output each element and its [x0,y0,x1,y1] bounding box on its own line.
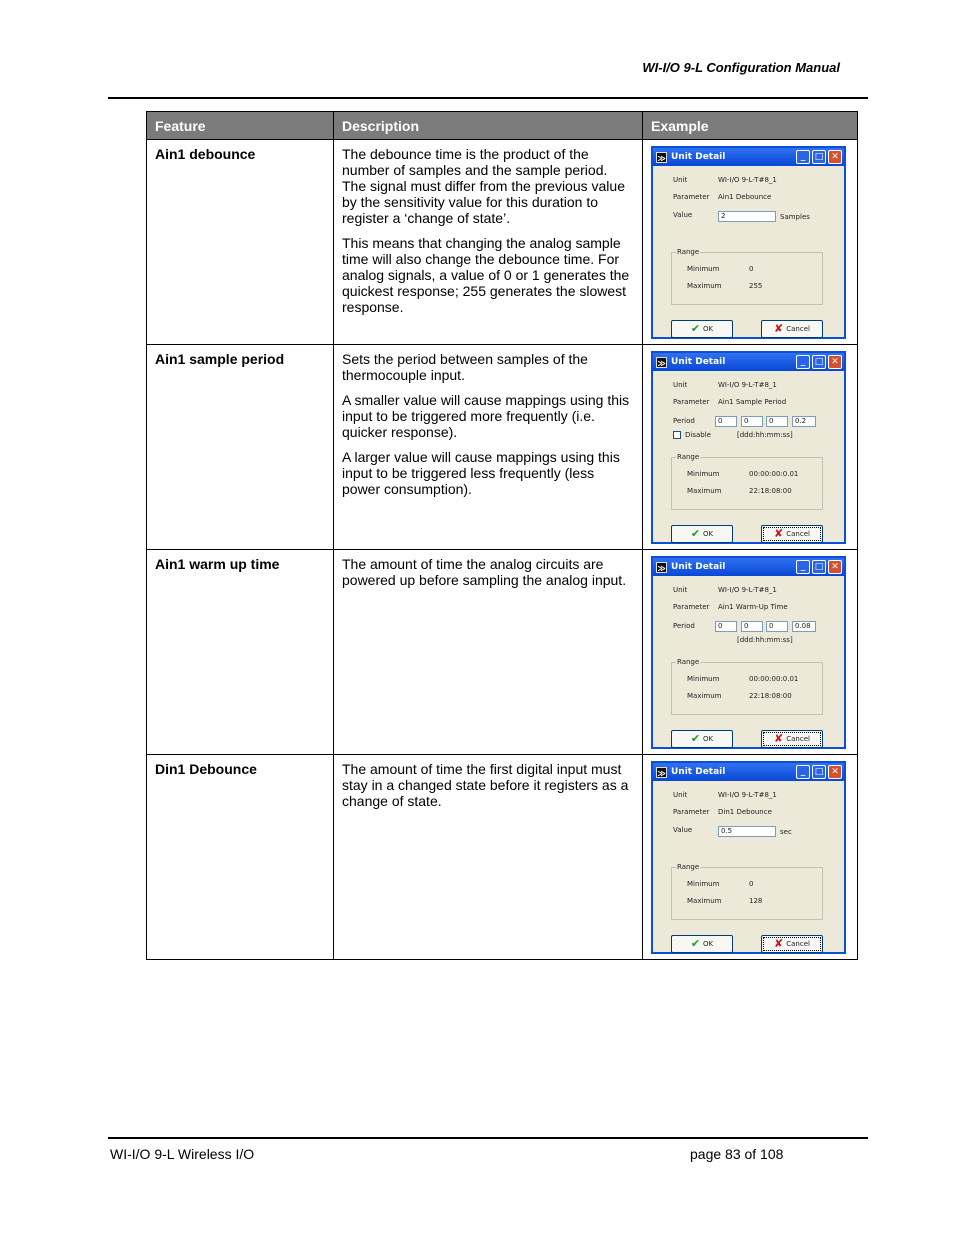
ok-label: OK [703,735,714,743]
x-icon: ✘ [774,322,784,335]
period-hours-input[interactable]: 0 [741,621,763,632]
maximum-label: Maximum [687,487,722,495]
period-days-input[interactable]: 0 [715,621,737,632]
unit-value: WI-I/O 9-L-T#8_1 [718,791,777,799]
table-header-row [147,112,858,140]
dialog-body [653,166,844,337]
feature-cell: Ain1 warm up time [147,550,334,755]
table-row [147,550,858,755]
cancel-label: Cancel [786,735,810,743]
footer-product: WI-I/O 9-L Wireless I/O [110,1146,255,1162]
unit-label: Unit [673,381,688,389]
table-row [147,345,858,550]
period-seconds-input[interactable]: 0.08 [792,621,816,632]
range-label: Range [677,453,700,461]
check-icon: ✔ [690,527,701,540]
feature-cell: Ain1 sample period [147,345,334,550]
ok-label: OK [703,325,714,333]
value-unit: Samples [780,213,810,221]
ok-button[interactable] [671,525,733,543]
unit-detail-dialog [651,146,846,339]
dialog-title: Unit Detail [671,357,726,367]
range-group [671,248,823,305]
unit-value: WI-I/O 9-L-T#8_1 [718,381,777,389]
value-label: Value [673,826,693,834]
close-icon[interactable]: ✕ [828,765,842,779]
minimum-label: Minimum [687,880,720,888]
parameter-label: Parameter [673,603,710,611]
cancel-button[interactable] [761,525,823,543]
app-icon: ≫ [657,153,666,163]
minimum-label: Minimum [687,470,720,478]
description-paragraph: Sets the period between samples of the thermocouple input. [342,351,588,383]
app-icon: ≫ [657,768,666,778]
dialog-title: Unit Detail [671,562,726,572]
description-paragraph: A larger value will cause mappings using this input to be triggered less frequently (less power consumption). [342,449,620,497]
feature-table [146,111,858,960]
description-paragraph: The amount of time the first digital input must stay in a changed state before it registers as a change of state. [342,761,629,809]
description-paragraph: The debounce time is the product of the number of samples and the sample period. The signal must differ from the previous value by the sensitivity value for this duration to register a ‘change of state’. [342,146,625,226]
dialog-titlebar [653,148,844,166]
disable-label: Disable [685,431,711,439]
check-icon: ✔ [690,732,701,745]
maximize-icon[interactable]: □ [812,765,826,779]
dialog-body [653,576,844,747]
x-icon: ✘ [774,937,784,950]
description-cell [334,345,643,550]
value-label: Value [673,211,693,219]
header-rule [108,97,868,99]
minimum-value: 0 [749,265,754,273]
minimum-value: 0 [749,880,754,888]
parameter-value: Ain1 Sample Period [718,398,787,406]
cancel-label: Cancel [786,940,810,948]
example-cell [643,345,858,550]
period-label: Period [673,417,695,425]
dialog-title: Unit Detail [671,767,726,777]
maximum-value: 22:18:08:00 [749,487,792,495]
parameter-label: Parameter [673,193,710,201]
minimum-value: 00:00:00:0.01 [749,675,799,683]
ok-button[interactable] [671,935,733,953]
period-minutes-input[interactable]: 0 [766,416,788,427]
check-icon: ✔ [690,322,701,335]
description-cell [334,140,643,345]
maximum-label: Maximum [687,897,722,905]
maximize-icon[interactable]: □ [812,355,826,369]
cancel-button[interactable] [761,935,823,953]
maximum-value: 128 [749,897,763,905]
period-format: [ddd:hh:mm:ss] [737,636,793,644]
maximum-value: 22:18:08:00 [749,692,792,700]
cancel-label: Cancel [786,530,810,538]
ok-label: OK [703,940,714,948]
ok-label: OK [703,530,714,538]
maximize-icon[interactable]: □ [812,560,826,574]
period-minutes-input[interactable]: 0 [766,621,788,632]
check-icon: ✔ [690,937,701,950]
disable-checkbox[interactable] [673,431,681,439]
range-group [671,658,823,715]
value-input[interactable]: 2 [718,211,776,222]
parameter-label: Parameter [673,808,710,816]
range-group [671,453,823,510]
period-format: [ddd:hh:mm:ss] [737,431,793,439]
feature-cell: Din1 Debounce [147,755,334,960]
minimize-icon[interactable]: _ [796,560,810,574]
maximum-label: Maximum [687,692,722,700]
minimum-label: Minimum [687,265,720,273]
unit-label: Unit [673,176,688,184]
ok-button[interactable] [671,320,733,338]
minimum-label: Minimum [687,675,720,683]
dialog-body [653,371,844,542]
value-input[interactable]: 0.5 [718,826,776,837]
unit-label: Unit [673,586,688,594]
unit-detail-dialog [651,351,846,544]
column-header-example: Example [643,112,858,140]
cancel-label: Cancel [786,325,810,333]
range-group [671,863,823,920]
maximum-value: 255 [749,282,763,290]
ok-button[interactable] [671,730,733,748]
dialog-title: Unit Detail [671,152,726,162]
unit-detail-dialog [651,556,846,749]
dialog-body [653,781,844,952]
page-number: page 83 of 108 [690,1146,784,1162]
minimize-icon[interactable]: _ [796,355,810,369]
cancel-button[interactable] [761,730,823,748]
period-seconds-input[interactable]: 0.2 [792,416,816,427]
x-icon: ✘ [774,732,784,745]
dialog-titlebar [653,353,844,371]
minimize-icon[interactable]: _ [796,150,810,164]
range-label: Range [677,248,700,256]
range-label: Range [677,863,700,871]
period-hours-input[interactable]: 0 [741,416,763,427]
column-header-feature: Feature [147,112,334,140]
dialog-titlebar [653,763,844,781]
parameter-label: Parameter [673,398,710,406]
range-label: Range [677,658,700,666]
maximum-label: Maximum [687,282,722,290]
example-cell [643,755,858,960]
x-icon: ✘ [774,527,784,540]
value-unit: sec [780,828,792,836]
example-cell [643,140,858,345]
table-row [147,140,858,345]
description-cell [334,550,643,755]
minimize-icon[interactable]: _ [796,765,810,779]
period-label: Period [673,622,695,630]
description-paragraph: This means that changing the analog sample time will also change the debounce time. For analog signals, a value of 0 or 1 generates the quickest response; 255 generates the slowest response. [342,235,630,315]
unit-value: WI-I/O 9-L-T#8_1 [718,586,777,594]
feature-cell: Ain1 debounce [147,140,334,345]
parameter-value: Ain1 Warm-Up Time [718,603,788,611]
unit-value: WI-I/O 9-L-T#8_1 [718,176,777,184]
unit-label: Unit [673,791,688,799]
description-paragraph: The amount of time the analog circuits are powered up before sampling the analog input. [342,556,627,588]
unit-detail-dialog [651,761,846,954]
description-paragraph: A smaller value will cause mappings using this input to be triggered more frequently (i.e. quicker response). [342,392,630,440]
column-header-description: Description [334,112,643,140]
description-cell [334,755,643,960]
footer-rule [108,1137,868,1139]
parameter-value: Din1 Debounce [718,808,772,816]
maximize-icon[interactable]: □ [812,150,826,164]
close-icon[interactable]: ✕ [828,150,842,164]
app-icon: ≫ [657,358,666,368]
table-row [147,755,858,960]
app-icon: ≫ [657,563,666,573]
cancel-button[interactable] [761,320,823,338]
example-cell [643,550,858,755]
running-header: WI-I/O 9-L Configuration Manual [642,60,840,75]
close-icon[interactable]: ✕ [828,560,842,574]
period-days-input[interactable]: 0 [715,416,737,427]
minimum-value: 00:00:00:0.01 [749,470,799,478]
parameter-value: Ain1 Debounce [718,193,772,201]
dialog-titlebar [653,558,844,576]
close-icon[interactable]: ✕ [828,355,842,369]
